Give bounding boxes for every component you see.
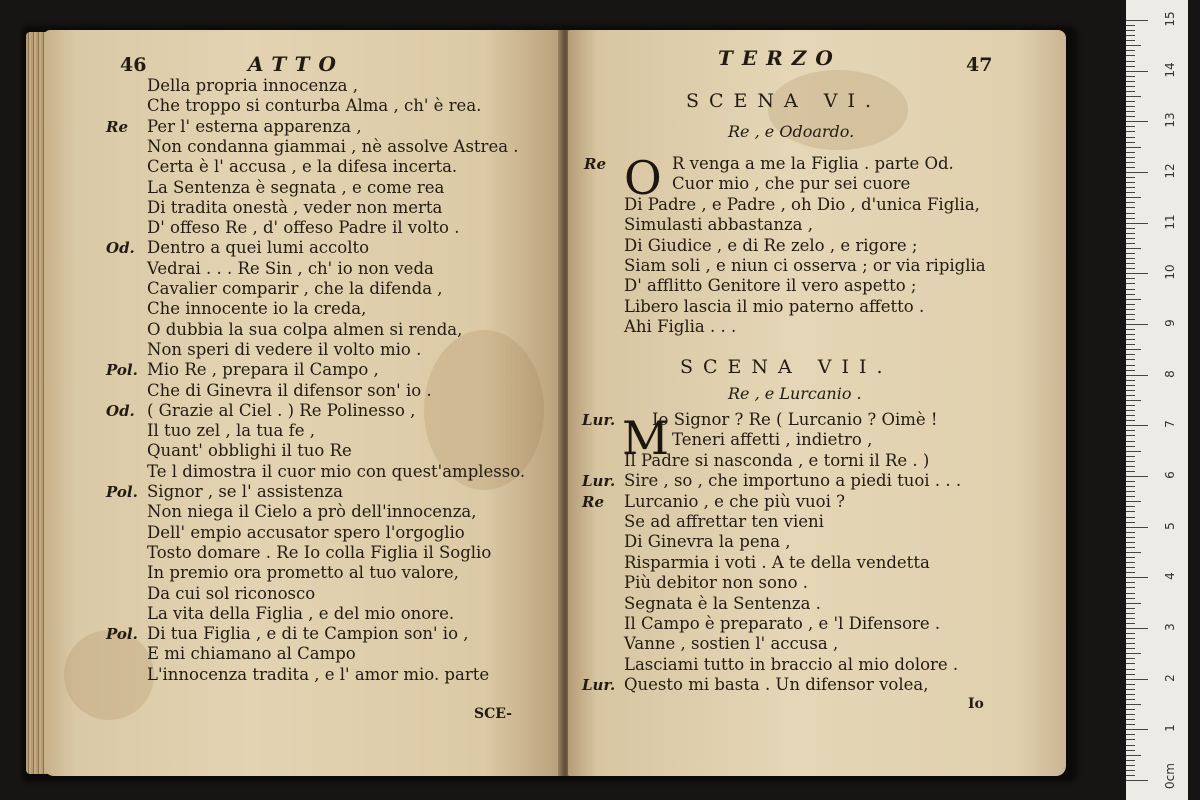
verse-line: Di Padre , e Padre , oh Dio , d'unica Figlia, xyxy=(624,194,980,214)
ruler-tick xyxy=(1126,96,1141,97)
verse-line: La Sentenza è segnata , e come rea xyxy=(147,177,445,197)
ruler-tick xyxy=(1126,724,1135,725)
ruler-tick xyxy=(1126,233,1135,234)
ruler-tick xyxy=(1126,587,1135,588)
ruler-tick xyxy=(1126,572,1135,573)
verse-line: Di tua Figlia , e di te Campion son' io , xyxy=(147,624,469,644)
ruler-number: 0cm xyxy=(1163,763,1177,789)
page-number: 46 xyxy=(120,54,147,76)
ruler-tick xyxy=(1126,218,1135,219)
verse-line: Non niega il Cielo a prò dell'innocenza, xyxy=(147,502,477,522)
ruler-tick xyxy=(1126,623,1135,624)
ruler-number: 7 xyxy=(1163,420,1177,429)
verse-line: Che innocente io la creda, xyxy=(147,299,367,319)
ruler-tick xyxy=(1126,729,1148,730)
ruler-number: 12 xyxy=(1163,163,1177,179)
verse-line: Simulasti abbastanza , xyxy=(624,215,813,235)
ruler-tick xyxy=(1126,663,1135,664)
ruler-tick xyxy=(1126,375,1148,376)
ruler-tick xyxy=(1126,66,1135,67)
verse-line: La vita della Figlia , e del mio onore. xyxy=(147,603,455,623)
verse-line: O dubbia la sua colpa almen si renda, xyxy=(147,319,463,339)
ruler-tick xyxy=(1126,770,1135,771)
ruler-tick xyxy=(1126,608,1135,609)
ruler-tick xyxy=(1126,172,1148,173)
verse-line: Di Giudice , e di Re zelo , e rigore ; xyxy=(624,235,918,255)
ruler-tick xyxy=(1126,633,1135,634)
verse-line: Teneri affetti , indietro , xyxy=(672,430,873,450)
scene-cast: Re , e Lurcanio . xyxy=(728,384,862,403)
ruler-tick xyxy=(1126,182,1135,183)
verse-line: Questo mi basta . Un difensor volea, xyxy=(624,675,929,695)
verse-line: Lasciami tutto in braccio al mio dolore . xyxy=(624,654,959,674)
verse-line: Io Signor ? Re ( Lurcanio ? Oimè ! xyxy=(652,410,938,429)
ruler-number: 14 xyxy=(1163,62,1177,78)
ruler-tick xyxy=(1126,532,1135,533)
ruler-tick xyxy=(1126,45,1141,46)
ruler-tick xyxy=(1126,669,1135,670)
ruler-tick xyxy=(1126,653,1141,654)
verse-line: Vedrai . . . Re Sin , ch' io non veda xyxy=(147,258,434,278)
ruler-tick xyxy=(1126,405,1135,406)
ruler-tick xyxy=(1126,679,1148,680)
verse-line: Di Ginevra la pena , xyxy=(624,532,791,552)
ruler-tick xyxy=(1126,694,1135,695)
ruler-tick xyxy=(1126,638,1135,639)
ruler-tick xyxy=(1126,385,1135,386)
ruler-tick xyxy=(1126,304,1135,305)
ruler-tick xyxy=(1126,359,1135,360)
ruler-tick xyxy=(1126,471,1135,472)
ruler-tick xyxy=(1126,501,1141,502)
ruler-tick xyxy=(1126,760,1135,761)
ruler-tick xyxy=(1126,86,1135,87)
ruler-tick xyxy=(1126,91,1135,92)
ruler-tick xyxy=(1126,55,1135,56)
ruler-tick xyxy=(1126,126,1135,127)
scene-heading: SCENA VII. xyxy=(680,356,893,378)
speaker-label: Pol. xyxy=(106,625,138,644)
ruler-tick xyxy=(1126,780,1148,781)
ruler-tick xyxy=(1126,476,1148,477)
ruler-number: 4 xyxy=(1163,572,1177,581)
verse-line: Segnata è la Sentenza . xyxy=(624,593,821,613)
ruler-tick xyxy=(1126,289,1135,290)
verse-line: Non condanna giammai , nè assolve Astrea . xyxy=(147,136,519,156)
verse-line: Risparmia i voti . A te della vendetta xyxy=(624,552,930,572)
ruler-tick xyxy=(1126,618,1135,619)
ruler-tick xyxy=(1126,268,1135,269)
speaker-label: Re xyxy=(584,155,607,173)
verse-line: Dell' empio accusator spero l'orgoglio xyxy=(147,522,465,542)
ruler-tick xyxy=(1126,491,1135,492)
ruler-tick xyxy=(1126,142,1135,143)
verse-line: Cavalier comparir , che la difenda , xyxy=(147,279,443,298)
ruler-tick xyxy=(1126,283,1135,284)
ruler-tick xyxy=(1126,187,1135,188)
verse-line: Te l dimostra il cuor mio con quest'amplesso. xyxy=(147,461,526,481)
ruler-tick xyxy=(1126,689,1135,690)
verse-line: Di tradita onestà , veder non merta xyxy=(147,197,443,217)
ruler-tick xyxy=(1126,486,1135,487)
ruler-tick xyxy=(1126,628,1148,629)
ruler-tick xyxy=(1126,278,1135,279)
ruler-tick xyxy=(1126,324,1148,325)
verse-line: Sire , so , che importuno a piedi tuoi . . . xyxy=(624,471,962,491)
verse-line: L'innocenza tradita , e l' amor mio. parte xyxy=(147,664,490,684)
ruler-tick xyxy=(1126,20,1148,21)
ruler-number: 2 xyxy=(1163,673,1177,682)
verse-line: D' afflitto Genitore il vero aspetto ; xyxy=(624,276,917,296)
ruler-tick xyxy=(1126,334,1135,335)
ruler-tick xyxy=(1126,147,1141,148)
scene-cast: Re , e Odoardo. xyxy=(728,122,855,141)
ruler-tick xyxy=(1126,466,1135,467)
ruler-tick xyxy=(1126,775,1135,776)
ruler-tick xyxy=(1126,425,1148,426)
verse-line: Il Campo è preparato , e 'l Difensore . xyxy=(624,614,941,633)
ruler-number: 1 xyxy=(1163,724,1177,733)
verse-line: In premio ora prometto al tuo valore, xyxy=(147,563,459,583)
verse-line: D' offeso Re , d' offeso Padre il volto . xyxy=(147,218,460,238)
ruler-number: 8 xyxy=(1163,369,1177,378)
verse-line: Cuor mio , che pur sei cuore xyxy=(672,174,911,194)
speaker-label: Lur. xyxy=(582,472,616,491)
ruler-tick xyxy=(1126,415,1135,416)
ruler-tick xyxy=(1126,61,1135,62)
ruler-tick xyxy=(1126,258,1135,259)
ruler-tick xyxy=(1126,25,1135,26)
ruler-number: 6 xyxy=(1163,471,1177,479)
ruler-tick xyxy=(1126,294,1135,295)
verse-line: R venga a me la Figlia . parte Od. xyxy=(672,154,954,173)
verse-line: Quant' obblighi il tuo Re xyxy=(147,441,352,461)
ruler-tick xyxy=(1126,456,1135,457)
ruler-tick xyxy=(1126,734,1135,735)
ruler-tick xyxy=(1126,547,1135,548)
ruler-number: 11 xyxy=(1163,214,1177,230)
ruler-tick xyxy=(1126,299,1141,300)
catchword: SCE- xyxy=(474,706,512,722)
verse-line: Tosto domare . Re Io colla Figlia il Soglio xyxy=(147,542,492,562)
ruler-tick xyxy=(1126,755,1141,756)
verse-line: Ahi Figlia . . . xyxy=(624,317,737,337)
ruler-tick xyxy=(1126,400,1141,401)
ruler-tick xyxy=(1126,557,1135,558)
ruler-tick xyxy=(1126,441,1135,442)
verse-line: Lurcanio , e che più vuoi ? xyxy=(624,491,845,511)
ruler-tick xyxy=(1126,344,1135,345)
ruler-tick xyxy=(1126,213,1135,214)
ruler-tick xyxy=(1126,273,1148,274)
speaker-label: Re xyxy=(106,117,129,136)
ruler-tick xyxy=(1126,603,1141,604)
ruler-tick xyxy=(1126,506,1135,507)
running-head: TERZO xyxy=(718,46,842,70)
verse-line: E mi chiamano al Campo xyxy=(147,644,356,664)
ruler-tick xyxy=(1126,370,1135,371)
running-head: ATTO xyxy=(248,52,345,76)
verse-line: Da cui sol riconosco xyxy=(147,583,316,603)
ruler-tick xyxy=(1126,496,1135,497)
speaker-label: Od. xyxy=(106,239,135,258)
ruler-tick xyxy=(1126,131,1135,132)
speaker-label: Pol. xyxy=(106,361,138,380)
speaker-label: Od. xyxy=(106,401,135,420)
ruler-tick xyxy=(1126,71,1148,72)
ruler-tick xyxy=(1126,517,1135,518)
ruler-tick xyxy=(1126,461,1135,462)
ruler-tick xyxy=(1126,537,1135,538)
ruler-tick xyxy=(1126,522,1135,523)
verse-line: Dentro a quei lumi accolto xyxy=(147,238,370,258)
speaker-label: Lur. xyxy=(582,676,616,695)
ruler-tick xyxy=(1126,562,1135,563)
ruler-tick xyxy=(1126,177,1135,178)
ruler-tick xyxy=(1126,714,1135,715)
drop-capital: O xyxy=(624,151,662,205)
verse-line: Se ad affrettar ten vieni xyxy=(624,512,824,531)
ruler-tick xyxy=(1126,50,1135,51)
ruler-tick xyxy=(1126,248,1141,249)
ruler-tick xyxy=(1126,435,1135,436)
ruler-tick xyxy=(1126,329,1135,330)
ruler-tick xyxy=(1126,152,1135,153)
ruler-tick xyxy=(1126,223,1148,224)
ruler-tick xyxy=(1126,643,1135,644)
ruler-tick xyxy=(1126,202,1135,203)
ruler-tick xyxy=(1126,243,1135,244)
ruler-tick xyxy=(1126,593,1135,594)
ruler-tick xyxy=(1126,511,1135,512)
ruler-tick xyxy=(1126,598,1135,599)
ruler-tick xyxy=(1126,162,1135,163)
ruler-tick xyxy=(1126,157,1135,158)
verse-line: Il tuo zel , la tua fe , xyxy=(147,421,316,441)
ruler-tick xyxy=(1126,527,1148,528)
ruler-tick xyxy=(1126,76,1135,77)
ruler-tick xyxy=(1126,197,1141,198)
ruler-scale xyxy=(1126,0,1188,800)
ruler-tick xyxy=(1126,339,1135,340)
ruler-tick xyxy=(1126,106,1135,107)
ruler-number: 3 xyxy=(1163,623,1177,631)
ruler-tick xyxy=(1126,314,1135,315)
ruler-tick xyxy=(1126,253,1135,254)
verse-line: Non speri di vedere il volto mio . xyxy=(147,339,422,359)
ruler-tick xyxy=(1126,30,1135,31)
verse-line: Della propria innocenza , xyxy=(147,76,358,95)
ruler-tick xyxy=(1126,35,1135,36)
ruler-tick xyxy=(1126,390,1135,391)
ruler-tick xyxy=(1126,446,1135,447)
speaker-label: Re xyxy=(582,492,605,511)
ruler-tick xyxy=(1126,709,1135,710)
ruler-tick xyxy=(1126,395,1135,396)
ruler-tick xyxy=(1126,719,1135,720)
ruler-tick xyxy=(1126,319,1135,320)
ruler-tick xyxy=(1126,309,1135,310)
verse-line: Signor , se l' assistenza xyxy=(147,482,343,501)
ruler-tick xyxy=(1126,745,1135,746)
ruler-tick xyxy=(1126,430,1135,431)
ruler-tick xyxy=(1126,192,1135,193)
page-number: 47 xyxy=(966,54,993,76)
ruler-tick xyxy=(1126,481,1135,482)
ruler-tick xyxy=(1126,577,1148,578)
ruler-tick xyxy=(1126,40,1135,41)
speaker-label: Pol. xyxy=(106,483,138,501)
ruler-tick xyxy=(1126,81,1135,82)
ruler-tick xyxy=(1126,704,1141,705)
ruler-tick xyxy=(1126,101,1135,102)
verse-line: Libero lascia il mio paterno affetto . xyxy=(624,296,925,316)
ruler-number: 5 xyxy=(1163,521,1177,530)
ruler-tick xyxy=(1126,111,1135,112)
ruler-tick xyxy=(1126,410,1135,411)
verse-line: Più debitor non sono . xyxy=(624,573,808,593)
scene-heading: SCENA VI. xyxy=(686,90,882,112)
ruler-number: 9 xyxy=(1163,319,1177,327)
ruler-tick xyxy=(1126,750,1135,751)
verse-line: Siam soli , e niun ci osserva ; or via ripiglia xyxy=(624,256,986,275)
ruler-tick xyxy=(1126,349,1141,350)
ruler-tick xyxy=(1126,765,1135,766)
verse-line: Certa è l' accusa , e la difesa incerta. xyxy=(147,157,458,177)
verse-line: Che di Ginevra il difensor son' io . xyxy=(147,380,432,400)
verse-line: Mio Re , prepara il Campo , xyxy=(147,360,379,380)
ruler-tick xyxy=(1126,121,1148,122)
left-page xyxy=(44,30,562,776)
ruler-tick xyxy=(1126,207,1135,208)
ruler-tick xyxy=(1126,567,1135,568)
ruler-tick xyxy=(1126,542,1135,543)
ruler-number: 15 xyxy=(1163,11,1177,27)
ruler-tick xyxy=(1126,137,1135,138)
ruler-tick xyxy=(1126,674,1135,675)
catchword: Io xyxy=(968,696,984,712)
ruler-tick xyxy=(1126,354,1135,355)
right-page xyxy=(568,30,1066,776)
ruler-tick xyxy=(1126,739,1135,740)
verse-line: Il Padre si nasconda , e torni il Re . ) xyxy=(624,450,930,470)
ruler-tick xyxy=(1126,684,1135,685)
ruler-tick xyxy=(1126,380,1135,381)
ruler-tick xyxy=(1126,116,1135,117)
ruler-tick xyxy=(1126,167,1135,168)
verse-line: Per l' esterna apparenza , xyxy=(147,116,362,136)
verse-line: ( Grazie al Ciel . ) Re Polinesso , xyxy=(147,400,416,420)
ruler-tick xyxy=(1126,420,1135,421)
drop-capital: M xyxy=(622,411,670,465)
ruler-tick xyxy=(1126,582,1135,583)
ruler-tick xyxy=(1126,228,1135,229)
ruler-tick xyxy=(1126,658,1135,659)
ruler-tick xyxy=(1126,238,1135,239)
verse-line: Vanne , sostien l' accusa , xyxy=(624,634,839,654)
ruler-tick xyxy=(1126,699,1135,700)
ruler-tick xyxy=(1126,552,1141,553)
ruler-number: 13 xyxy=(1163,112,1177,128)
ruler-tick xyxy=(1126,451,1141,452)
ruler-tick xyxy=(1126,263,1135,264)
verse-line: Che troppo si conturba Alma , ch' è rea. xyxy=(147,96,482,116)
ruler-tick xyxy=(1126,613,1135,614)
ruler-number: 10 xyxy=(1163,264,1177,280)
speaker-label: Lur. xyxy=(582,411,616,429)
measuring-ruler xyxy=(1126,0,1188,800)
ruler-tick xyxy=(1126,365,1135,366)
ruler-tick xyxy=(1126,648,1135,649)
